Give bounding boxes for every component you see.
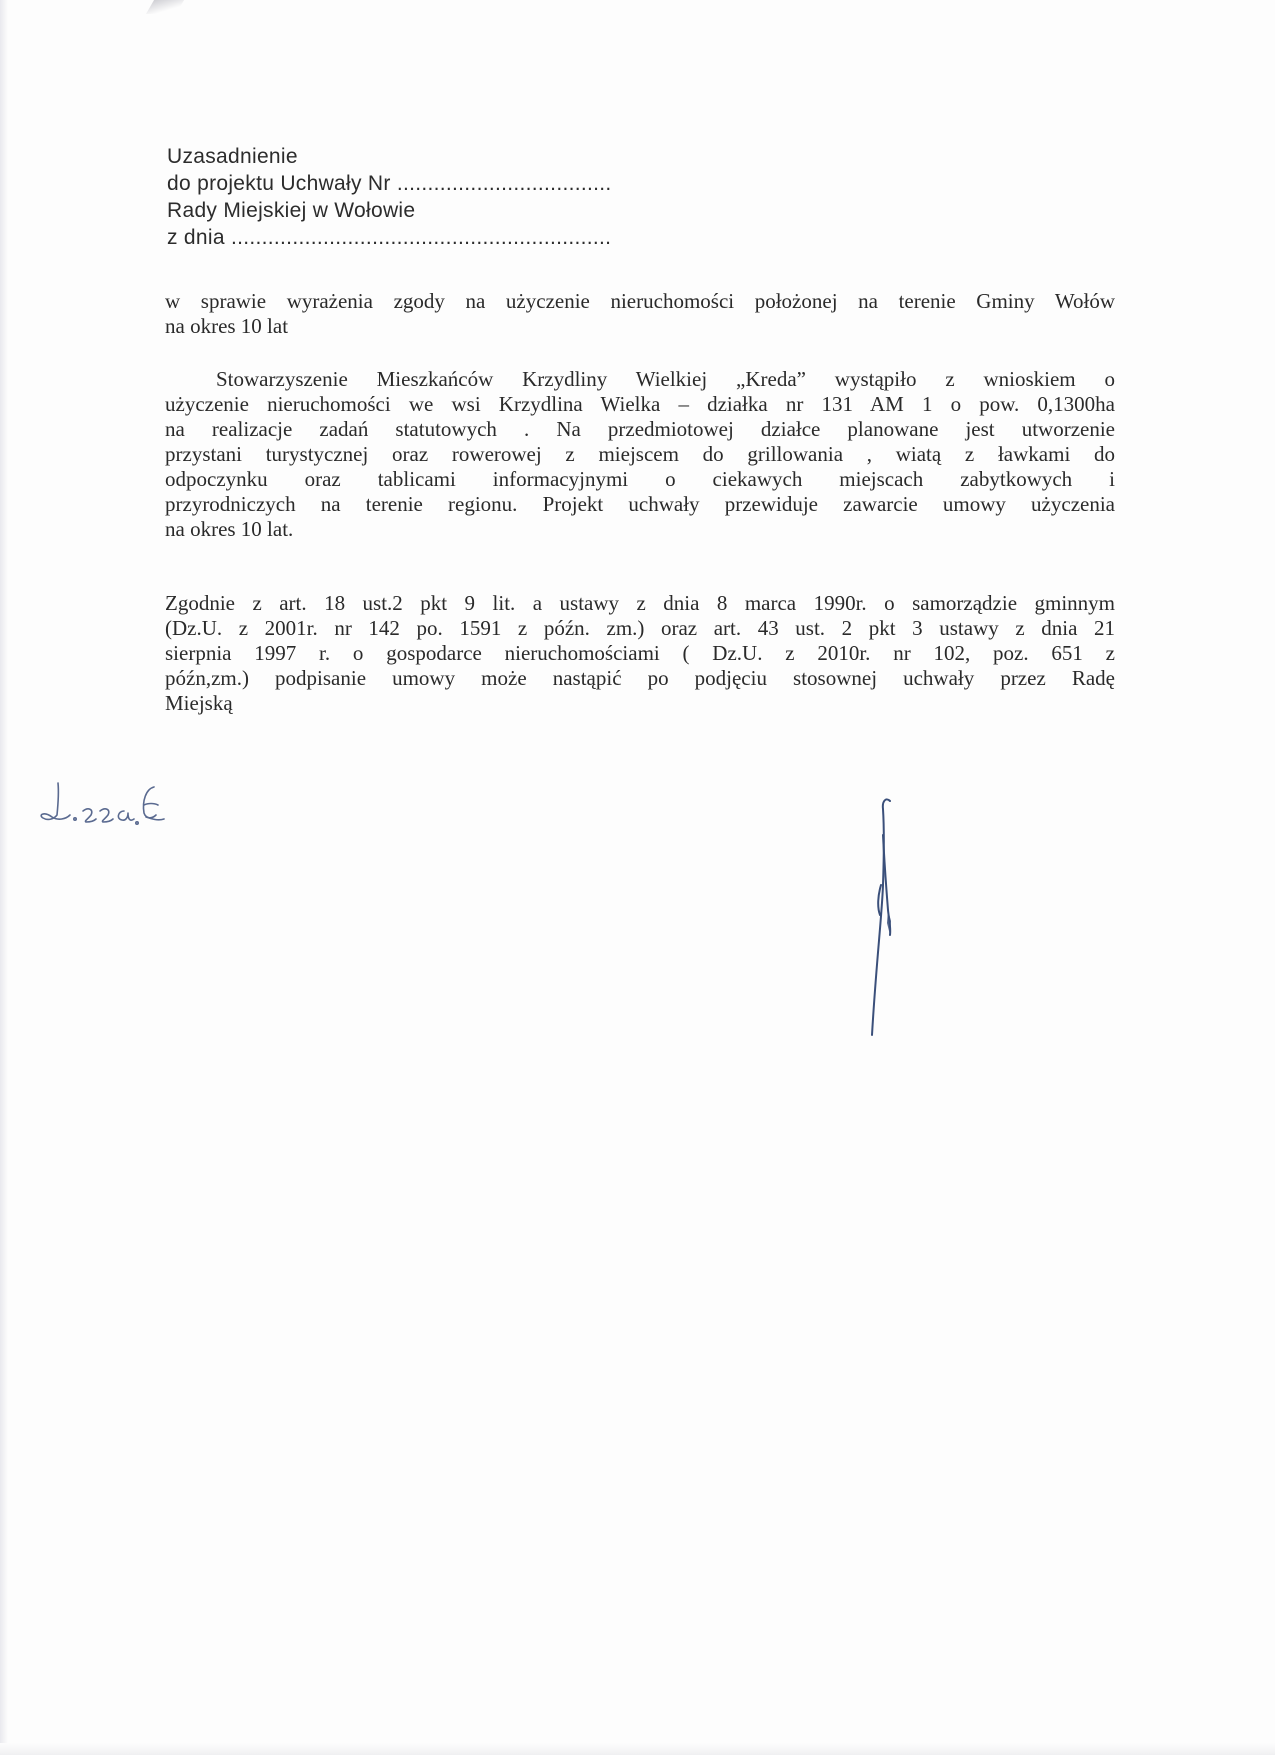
- legal-line: późn,zm.) podpisanie umowy może nastąpić po podjęciu stosownej uchwały przez Radę: [165, 666, 1115, 690]
- document-header: [167, 143, 612, 251]
- body-line: przystani turystycznej oraz rowerowej z miejscem do grillowania , wiatą z ławkami do: [165, 442, 1115, 466]
- legal-basis-paragraph: [165, 591, 1115, 716]
- handwritten-signature: [850, 795, 910, 1045]
- body-line: Stowarzyszenie Mieszkańców Krzydliny Wielkiej „Kreda” wystąpiło z wnioskiem o: [216, 367, 1115, 391]
- header-council: Rady Miejskiej w Wołowie: [167, 199, 416, 222]
- body-line: przyrodniczych na terenie regionu. Projekt uchwały przewiduje zawarcie umowy użyczenia: [165, 492, 1115, 516]
- subject-paragraph: [165, 289, 1115, 339]
- legal-line: (Dz.U. z 2001r. nr 142 po. 1591 z późn. zm.) oraz art. 43 ust. 2 pkt 3 ustawy z dnia 21: [165, 616, 1115, 640]
- body-line: na realizacje zadań statutowych . Na przedmiotowej działce planowane jest utworzenie: [165, 417, 1115, 441]
- body-line: użyczenie nieruchomości we wsi Krzydlina Wielka – działka nr 131 AM 1 o pow. 0,1300ha: [165, 392, 1115, 416]
- header-date: z dnia ..............................................................: [167, 226, 612, 249]
- scan-corner-mark: [146, 0, 184, 14]
- scan-edge-bottom: [0, 1743, 1275, 1755]
- subject-line: na okres 10 lat: [165, 314, 289, 338]
- handwritten-initials: [28, 775, 168, 845]
- legal-line: Zgodnie z art. 18 ust.2 pkt 9 lit. a ustawy z dnia 8 marca 1990r. o samorządzie gminnym: [165, 591, 1115, 615]
- legal-line: sierpnia 1997 r. o gospodarce nieruchomościami ( Dz.U. z 2010r. nr 102, poz. 651 z: [165, 641, 1115, 665]
- legal-line: Miejską: [165, 691, 233, 715]
- body-line: na okres 10 lat.: [165, 517, 294, 541]
- scan-edge-left: [0, 0, 8, 1755]
- body-line: odpoczynku oraz tablicami informacyjnymi o ciekawych miejscach zabytkowych i: [165, 467, 1115, 491]
- subject-line: w sprawie wyrażenia zgody na użyczenie nieruchomości położonej na terenie Gminy Wołów: [165, 289, 1115, 313]
- header-resolution-number: do projektu Uchwały Nr ...................................: [167, 172, 612, 195]
- body-paragraph: [165, 367, 1115, 542]
- header-title: Uzasadnienie: [167, 145, 298, 168]
